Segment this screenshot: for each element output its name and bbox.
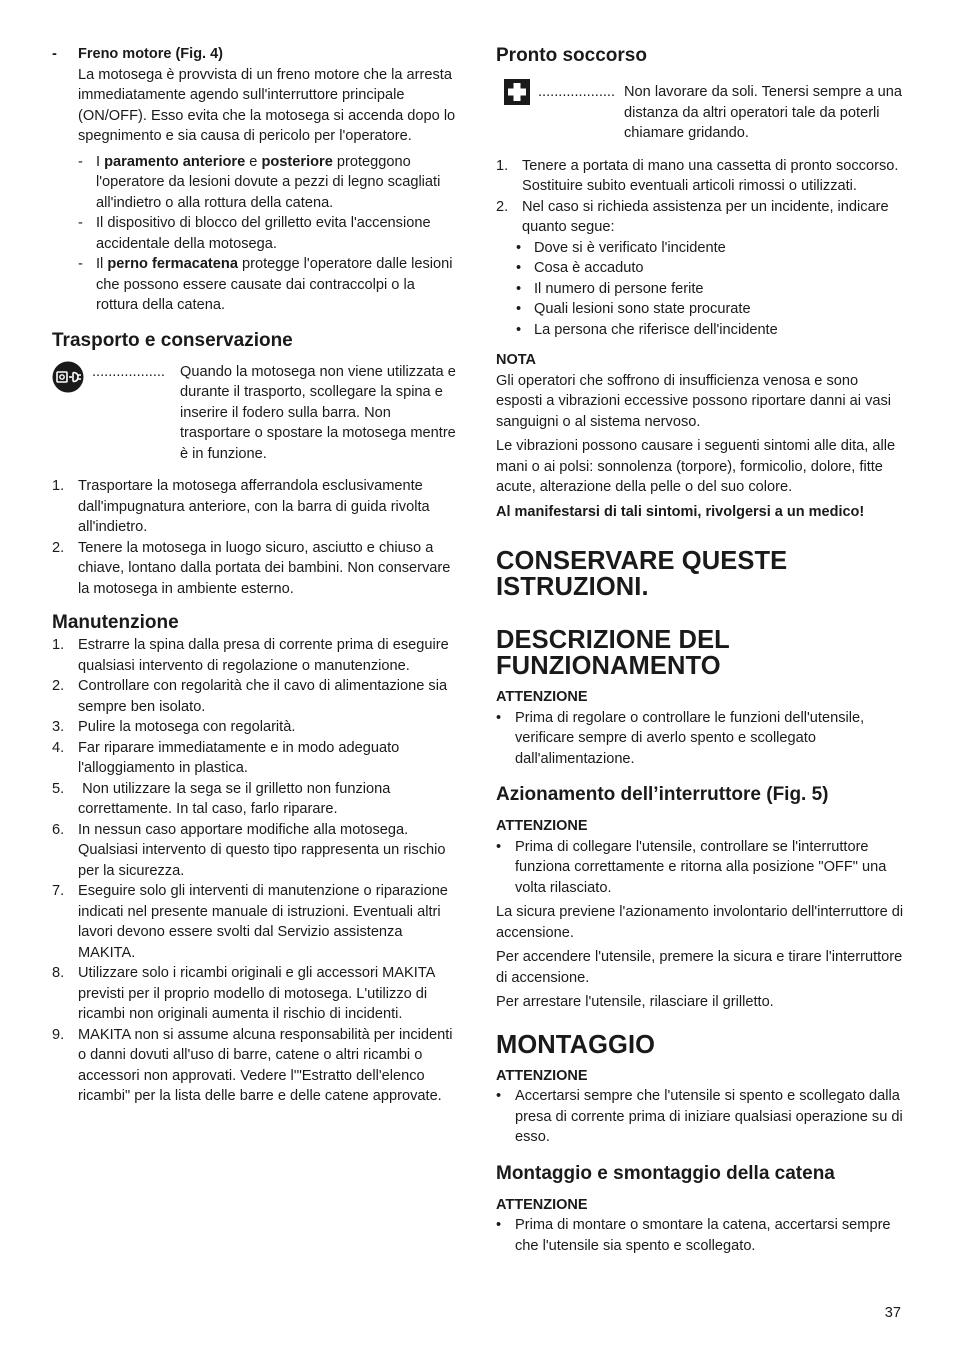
transport-note-text: Quando la motosega non viene utilizzata e durante il trasporto, scollegare la spina e inserire il fodero sulla barra. Non trasportare o spostare la motosega mentre è in funzione. [180,363,456,462]
subitem-text [96,152,457,214]
leader-dots: ................... [538,84,616,100]
list-item-text: Tenere la motosega in luogo sicuro, asciutto e chiuso a chiave, lontano dalla portata dei bambini. Non conservare la motosega in ambiente esterno. [78,539,451,597]
chain-heading: Montaggio e smontaggio della catena [496,1162,835,1184]
bullet-text: Accertarsi sempre che l'utensile si spento e scollegato dalla presa di corrente prima di iniziare qualsiasi operazione su di esso. [515,1088,903,1145]
list-item-text: Eseguire solo gli interventi di manutenzione o riparazione indicati nel presente manuale di istruzioni. Eventuali altri lavori devono essere svolti dal Servizio assistenza MAKITA. [78,883,448,961]
switch-paragraph: La sicura previene l'azionamento involontario dell'interruttore di accensione. [496,904,904,941]
list-item-text: Tenere a portata di mano una cassetta di pronto soccorso. Sostituire subito eventuali articoli rimossi o utilizzati. [522,157,899,194]
maintenance-heading: Manutenzione [52,612,179,633]
transport-note [52,362,457,465]
bullet-marker: • [516,301,522,317]
list-item [496,156,906,197]
bullet-marker: • [496,1217,502,1233]
list-marker: - [78,153,83,170]
list-marker: 8. [52,965,65,981]
list-item-text: Controllare con regolarità che il cavo di alimentazione sia sempre ben isolato. [78,678,448,715]
list-marker: - [78,215,83,231]
bullet-text: Prima di collegare l'utensile, controllare se l'interruttore funziona correttamente e ritorna alla posizione "OFF" una volta rilasciato. [515,838,887,896]
bullet-item [496,837,906,899]
caution-label: ATTENZIONE [496,818,588,834]
bullet-marker: • [516,321,522,338]
list-item [52,820,457,882]
list-marker: 2. [496,198,509,215]
list-marker: 1. [496,157,509,174]
engine-brake-subitem [52,213,457,254]
list-marker: 6. [52,821,65,838]
list-item [52,738,457,779]
leader-dots: .................. [92,363,165,380]
list-item [496,197,906,238]
engine-brake-text: La motosega è provvista di un freno motore che la arresta immediatamente agendo sull'interruttore principale (ON/OFF). Esso evita che la motosega si accenda dopo lo spegnimento e sia causa di pericolo per l'operatore. [78,66,456,144]
caution-label: ATTENZIONE [496,1067,588,1084]
list-item [52,963,457,1025]
bold-run: perno fermacatena [107,256,238,272]
list-item-text: Estrarre la spina dalla presa di corrente prima di eseguire qualsiasi intervento di regolazione o manutenzione. [78,637,449,674]
list-item [52,538,457,600]
bullet-item [496,1086,906,1148]
description-heading: DESCRIZIONE DEL FUNZIONAMENTO [496,626,730,680]
list-item-text: Utilizzare solo i ricambi originali e gli accessori MAKITA previsti per il proprio modello di motosega. L'utilizzo di ricambi non originali aumenta il rischio di incidenti. [78,965,435,1022]
bullet-marker: • [516,260,522,276]
subitem-text: Il dispositivo di blocco del grilletto evita l'accensione accidentale della motosega. [96,215,431,252]
list-item-text: Trasportare la motosega afferrandola esclusivamente dall'impugnatura anteriore, con la barra di guida rivolta all'indietro. [78,478,430,535]
transport-heading: Trasporto e conservazione [52,329,293,351]
engine-brake-section [52,44,457,316]
list-marker: 2. [52,678,65,694]
bullet-marker: • [516,280,522,297]
bullet-text: La persona che riferisce dell'incidente [534,321,778,338]
bullet-item [496,1215,906,1256]
list-item-text: In nessun caso apportare modifiche alla motosega. Qualsiasi intervento di questo tipo rappresenta un rischio per la sicurezza. [78,821,446,879]
list-marker: - [52,46,57,62]
note-label: NOTA [496,352,537,368]
bullet-item [496,299,906,320]
bold-run: paramento anteriore [104,153,246,170]
note-paragraph: Le vibrazioni possono causare i seguenti sintomi alle dita, alle mani o ai polsi: sonnolenza (torpore), formicolio, dolore, fitte acute, alterazione della pelle o del suo colore. [496,438,896,495]
list-marker: 9. [52,1026,65,1043]
list-item-text: MAKITA non si assume alcuna responsabilità per incidenti o danni dovuti all'uso di barre, catene o altri ricambi o accessori non approvati. Vedere l'"Estratto dell'elenco ricambi" per la lista delle barre e delle catene approvate. [78,1026,453,1104]
bullet-item [496,708,906,770]
right-column [496,44,906,1256]
first-aid-heading: Pronto soccorso [496,45,647,66]
text-run: I [96,153,105,170]
list-marker: 1. [52,478,65,494]
bullet-marker: • [496,1088,502,1104]
page-number: 37 [884,1305,901,1321]
list-item-text: Far riparare immediatamente e in modo adeguato l'alloggiamento in plastica. [78,739,400,776]
bullet-marker: • [496,709,502,726]
bullet-text: Dove si è verificato l'incidente [534,239,726,256]
first-aid-note-text: Non lavorare da soli. Tenersi sempre a una distanza da altri operatori tale da poterli chiamare gridando. [624,84,902,141]
engine-brake-subitem [52,152,457,214]
note-paragraph: Gli operatori che soffrono di insufficienza venosa e sono esposti a vibrazioni eccessive possono riportare danni ai vasi sanguigni o al sistema nervoso. [496,372,892,430]
list-item [52,635,457,676]
bullet-text: Prima di regolare o controllare le funzioni dell'utensile, verificare sempre di averlo spento e scollegato dall'alimentazione. [515,709,865,767]
list-item [52,717,457,738]
switch-heading: Azionamento dell’interruttore (Fig. 5) [496,784,829,805]
engine-brake-title: Freno motore (Fig. 4) [78,46,223,62]
list-marker: 4. [52,739,65,756]
list-marker: - [78,256,83,272]
list-item-text: Non utilizzare la sega se il grilletto non funziona correttamente. In tal caso, farlo riparare. [78,780,395,817]
bullet-marker: • [496,838,502,855]
first-aid-note [496,82,906,144]
bullet-item [496,238,906,259]
first-aid-cross-icon [504,79,530,105]
caution-label: ATTENZIONE [496,689,588,705]
list-marker: 5. [52,780,65,797]
subitem-text [96,254,457,316]
keep-instructions-heading: CONSERVARE QUESTE ISTRUZIONI. [496,547,788,601]
bullet-text: Il numero di persone ferite [534,280,704,297]
bullet-marker: • [516,239,522,256]
list-marker: 3. [52,719,65,735]
text-run: protegge l'operatore dalle lesioni che possono essere causate dai contraccolpi o la rottura della catena. [96,256,453,313]
switch-paragraph: Per arrestare l'utensile, rilasciare il grilletto. [496,994,774,1010]
bold-run: posteriore [261,153,333,170]
bullet-item [496,320,906,341]
engine-brake-item [52,44,457,147]
list-marker: 1. [52,637,65,653]
switch-paragraph: Per accendere l'utensile, premere la sicura e tirare l'interruttore di accensione. [496,949,903,986]
bullet-text: Prima di montare o smontare la catena, accertarsi sempre che l'utensile sia spento e scollegato. [515,1217,891,1254]
list-marker: 7. [52,883,65,899]
list-item [52,476,457,538]
unplug-plug-icon [52,361,84,393]
list-item [52,881,457,963]
list-item-text: Pulire la motosega con regolarità. [78,719,296,735]
list-item [52,1025,457,1107]
list-item [52,676,457,717]
bullet-item [496,279,906,300]
left-column [52,44,457,1107]
list-marker: 2. [52,539,65,556]
bullet-text: Quali lesioni sono state procurate [534,301,751,317]
list-item-text: Nel caso si richieda assistenza per un incidente, indicare quanto segue: [522,198,889,235]
assembly-heading: MONTAGGIO [496,1030,656,1059]
bullet-item [496,258,906,279]
text-run: proteggono l'operatore da lesioni dovute a pezzi di legno scagliati all'indietro o alla rottura della catena. [96,153,441,211]
list-item [52,779,457,820]
text-run: e [245,153,262,170]
text-run: Il [96,256,108,272]
bullet-text: Cosa è accaduto [534,260,644,276]
engine-brake-subitem [52,254,457,316]
caution-label: ATTENZIONE [496,1196,588,1213]
note-warning: Al manifestarsi di tali sintomi, rivolgersi a un medico! [496,503,865,520]
